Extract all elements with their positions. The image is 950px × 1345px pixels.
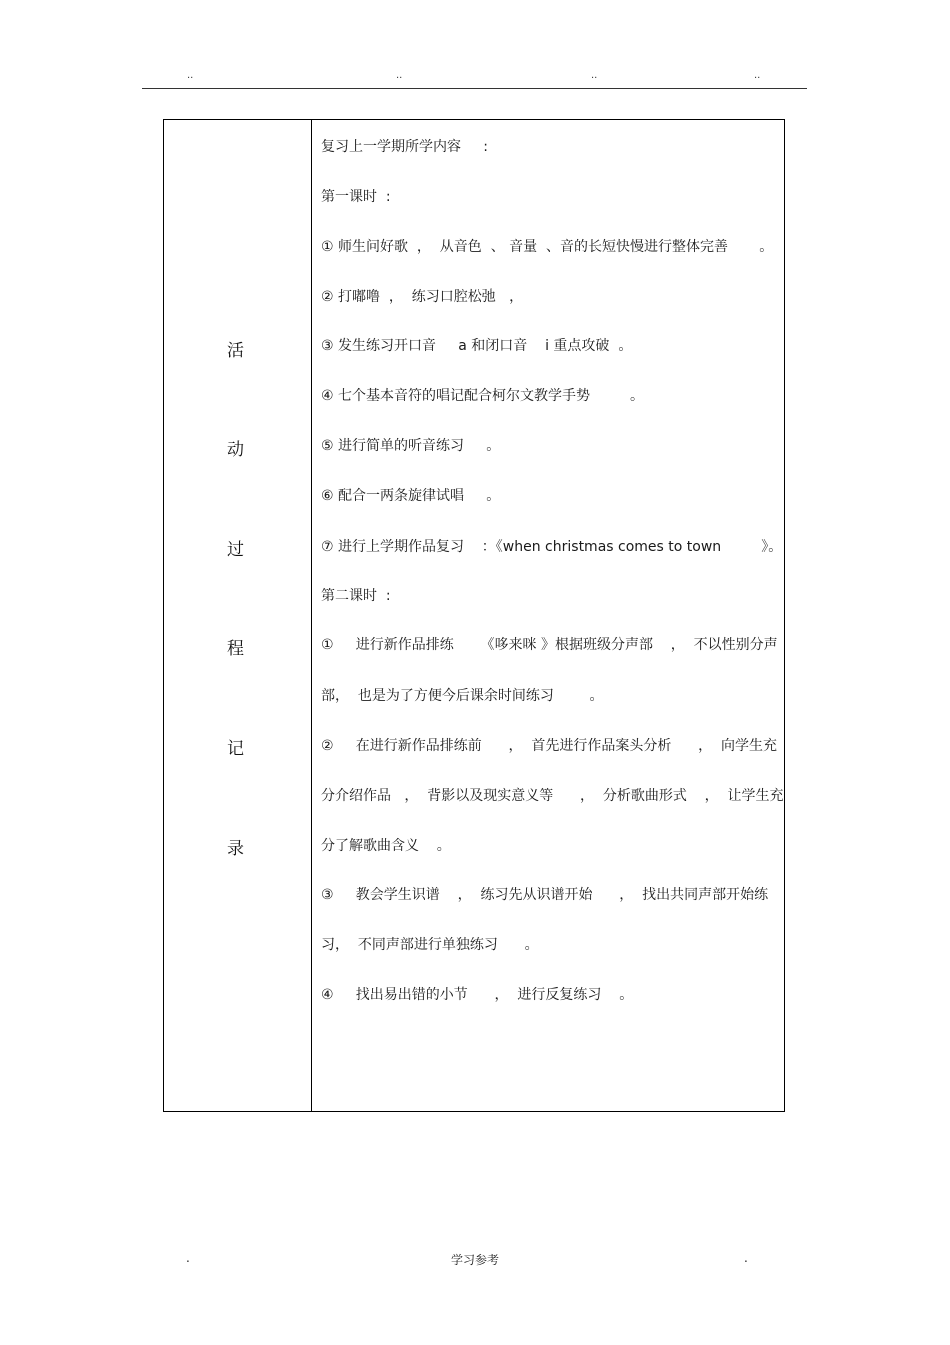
header-mark-3: .. bbox=[591, 70, 598, 81]
list-item-continuation: 习， 不同声部进行单独练习 。 bbox=[321, 937, 539, 953]
lesson-1-heading: 第一课时 : bbox=[321, 189, 391, 205]
row-label-char: 活 bbox=[227, 341, 244, 361]
list-item: ③ 发生练习开口音 a 和闭口音 i 重点攻破 。 bbox=[321, 338, 633, 354]
list-item-continuation: 分了解歌曲含义 。 bbox=[321, 838, 451, 854]
header-mark-4: .. bbox=[754, 70, 761, 81]
list-item: ⑦ 进行上学期作品复习 ：《when christmas comes to town 》。 bbox=[321, 539, 783, 555]
list-item: ⑥ 配合一两条旋律试唱 。 bbox=[321, 488, 501, 504]
header-mark-2: .. bbox=[396, 70, 403, 81]
header-mark-1: .. bbox=[187, 70, 194, 81]
list-item-continuation: 分介绍作品 ， 背影以及现实意义等 ， 分析歌曲形式 ， 让学生充 bbox=[321, 788, 784, 804]
row-label-char: 程 bbox=[227, 639, 244, 659]
lesson-2-heading: 第二课时 : bbox=[321, 588, 391, 604]
row-label-char: 过 bbox=[227, 540, 244, 560]
list-item: ④ 七个基本音符的唱记配合柯尔文教学手势 。 bbox=[321, 388, 645, 404]
row-label-char: 记 bbox=[227, 739, 244, 759]
footer-title: 学习参考 bbox=[451, 1253, 500, 1267]
row-label-char: 动 bbox=[227, 440, 244, 460]
list-item: ② 在进行新作品排练前 ， 首先进行作品案头分析 ， 向学生充 bbox=[321, 738, 778, 754]
activity-record-table bbox=[163, 119, 785, 1112]
list-item: ③ 教会学生识谱 ， 练习先从识谱开始 ， 找出共同声部开始练 bbox=[321, 887, 769, 903]
footer-right-mark: . bbox=[744, 1251, 748, 1265]
column-divider bbox=[311, 120, 312, 1111]
list-item: ② 打嘟噜 ， 练习口腔松弛 ， bbox=[321, 289, 524, 305]
list-item: ⑤ 进行简单的听音练习 。 bbox=[321, 438, 501, 454]
row-label-char: 录 bbox=[227, 839, 244, 859]
review-heading: 复习上一学期所学内容 : bbox=[321, 139, 488, 155]
list-item-continuation: 部， 也是为了方便今后课余时间练习 。 bbox=[321, 688, 604, 704]
list-item: ① 进行新作品排练 《哆来咪 》根据班级分声部 ， 不以性别分声 bbox=[321, 637, 778, 653]
list-item: ① 师生问好歌 ， 从音色 、 音量 、音的长短快慢进行整体完善 。 bbox=[321, 239, 774, 255]
header-rule bbox=[142, 88, 807, 89]
footer-left-mark: . bbox=[186, 1251, 190, 1265]
list-item: ④ 找出易出错的小节 ， 进行反复练习 。 bbox=[321, 987, 634, 1003]
